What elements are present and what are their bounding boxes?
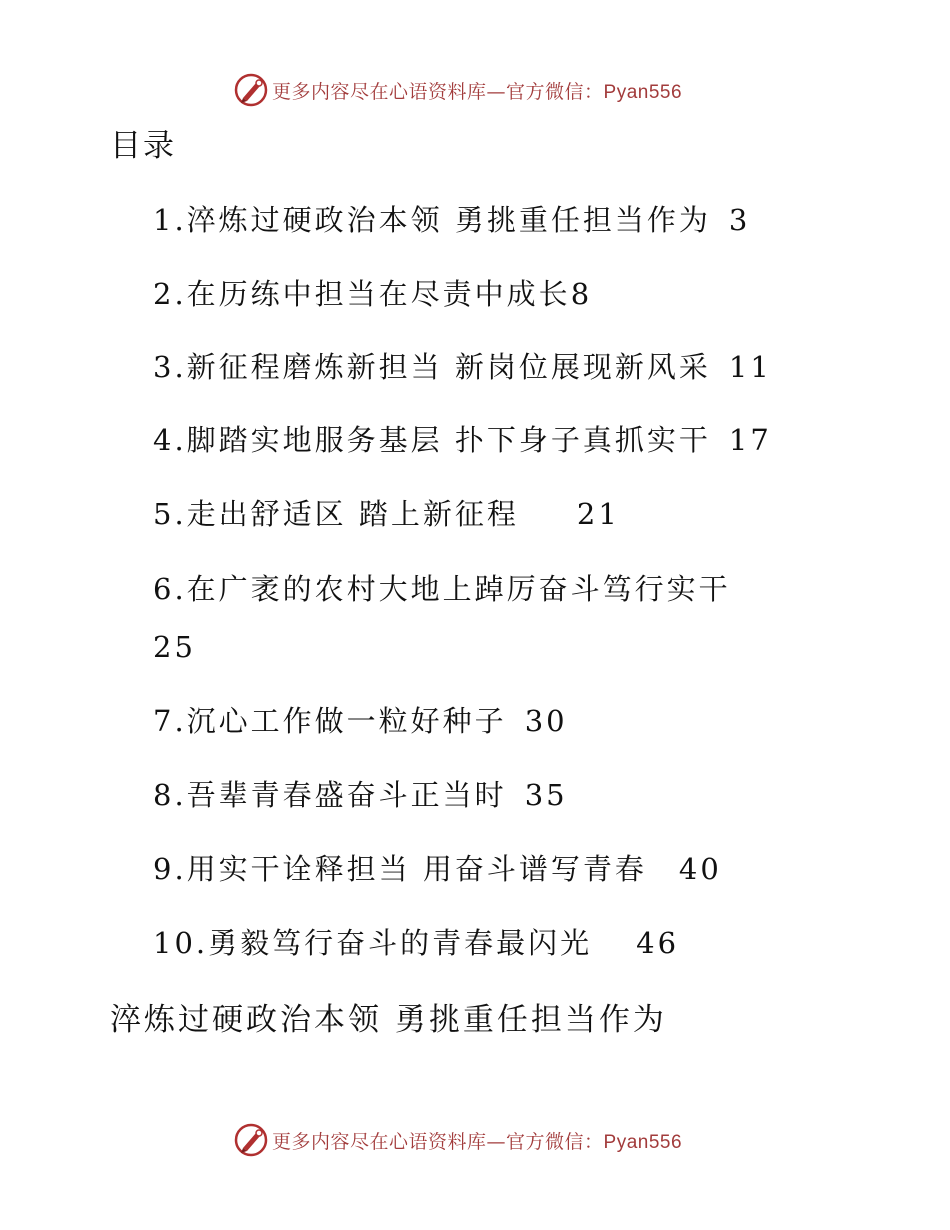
toc-entry-title: 在广袤的农村大地上踔厉奋斗笃行实干	[186, 572, 731, 606]
toc-entry-number: 5.	[153, 497, 187, 531]
toc-entry-4[interactable]	[153, 420, 772, 460]
toc-entry-5[interactable]	[153, 494, 620, 534]
toc-entry-page: 40	[678, 852, 722, 886]
toc-entry-title: 吾辈青春盛奋斗正当时	[186, 778, 507, 812]
watermark-text: 更多内容尽在心语资料库—官方微信：Pyan556	[272, 80, 683, 103]
toc-entry-page: 25	[153, 630, 196, 664]
toc-entry-page: 21	[576, 497, 620, 531]
toc-entry-1[interactable]	[153, 200, 750, 240]
toc-entry-10[interactable]	[153, 923, 679, 963]
watermark-top	[234, 72, 682, 108]
toc-entry-title: 用实干诠释担当 用奋斗谱写青春	[186, 852, 647, 886]
toc-entry-page: 17	[728, 423, 772, 457]
toc-entry-page: 8	[570, 277, 593, 311]
section-heading: 淬炼过硬政治本领 勇挑重任担当作为	[110, 1002, 667, 1038]
toc-entry-number: 4.	[153, 423, 187, 457]
toc-entry-title: 沉心工作做一粒好种子	[186, 704, 507, 738]
toc-entry-title: 走出舒适区 踏上新征程	[186, 497, 519, 531]
toc-entry-title: 脚踏实地服务基层 扑下身子真抓实干	[186, 423, 711, 457]
toc-entry-number: 2.	[153, 277, 187, 311]
toc-entry-8[interactable]	[153, 775, 568, 815]
toc-entry-title: 淬炼过硬政治本领 勇挑重任担当作为	[186, 203, 711, 237]
toc-entry-title: 新征程磨炼新担当 新岗位展现新风采	[186, 350, 711, 384]
toc-entry-number: 9.	[153, 852, 187, 886]
toc-entry-title: 在历练中担当在尽责中成长	[186, 277, 571, 311]
toc-entry-page: 3	[728, 203, 751, 237]
toc-entry-9[interactable]	[153, 849, 722, 889]
toc-entry-page: 46	[636, 926, 680, 960]
toc-entry-7[interactable]	[153, 701, 568, 741]
toc-entry-page: 11	[728, 350, 772, 384]
toc-entry-number: 10.	[153, 926, 209, 960]
toc-entry-6[interactable]	[153, 569, 731, 664]
toc-title: 目录	[110, 128, 176, 164]
toc-entry-page: 35	[524, 778, 568, 812]
toc-entry-number: 7.	[153, 704, 187, 738]
toc-entry-number: 8.	[153, 778, 187, 812]
toc-entry-title: 勇毅笃行奋斗的青春最闪光	[208, 926, 593, 960]
toc-entry-number: 1.	[153, 203, 187, 237]
toc-entry-3[interactable]	[153, 347, 772, 387]
watermark-bottom	[234, 1122, 682, 1158]
toc-entry-number: 6.	[153, 572, 187, 606]
toc-entry-page: 30	[524, 704, 568, 738]
pen-logo-icon	[234, 73, 268, 107]
pen-logo-icon	[234, 1123, 268, 1157]
toc-entry-2[interactable]	[153, 274, 592, 314]
toc-entry-number: 3.	[153, 350, 187, 384]
watermark-text: 更多内容尽在心语资料库—官方微信：Pyan556	[272, 1130, 683, 1153]
